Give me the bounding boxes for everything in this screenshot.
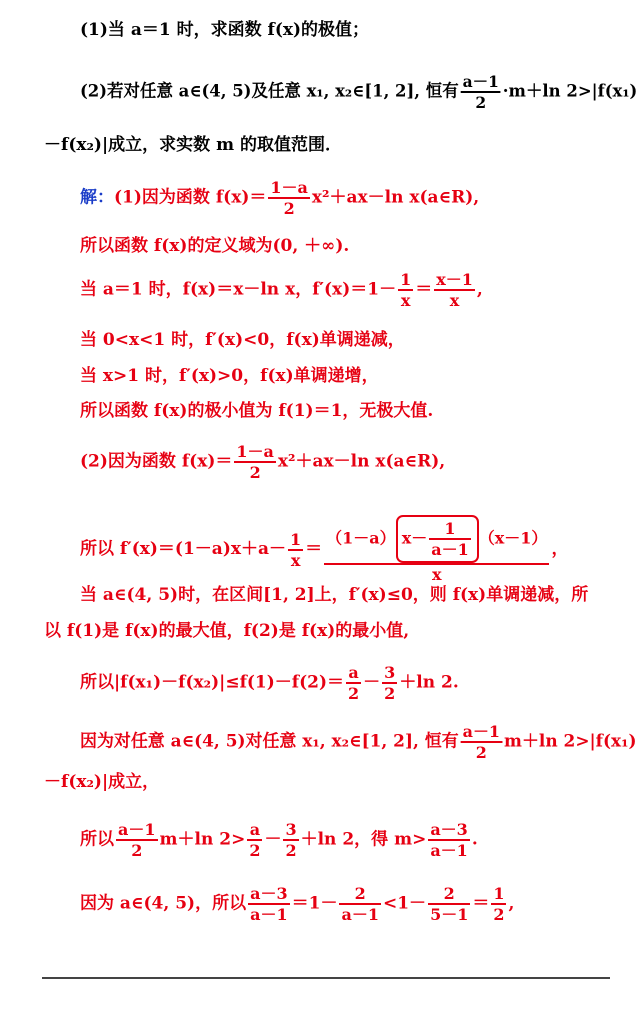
fraction: $\frac{1}{2}$ (493, 884, 505, 924)
text: m＋ln 2>|f(x₁) (504, 731, 637, 752)
solution-line-1 (80, 178, 479, 218)
text: , (476, 279, 483, 300)
fraction: $\frac{2}{5-1}$ (430, 884, 469, 924)
fraction: $\frac{1-a}{2}$ (236, 442, 274, 482)
text: 所以 f′(x)＝(1－a)x＋a－ (80, 539, 287, 559)
solution-line-11 (80, 663, 459, 703)
text: x²＋ax－ln x(a∈R), (277, 451, 446, 472)
text: 当 a＝1 时，f(x)＝x－ln x，f′(x)＝1－ (80, 279, 397, 300)
solution-line-2 (80, 234, 349, 258)
question-part-2-cont (44, 133, 342, 157)
text: (2)若对任意 a∈(4, 5)及任意 x₁, x₂∈[1, 2], 恒有 (80, 81, 459, 102)
text: － (264, 829, 282, 850)
text: m＋ln 2> (159, 829, 246, 850)
text: ＝ (472, 893, 490, 914)
solution-line-7 (80, 442, 445, 482)
text: 所以|f(x₁)－f(x₂)|≤f(1)－f(2)＝ (80, 672, 345, 693)
text: ·m＋ln 2>|f(x₁) (502, 81, 638, 102)
solution-line-12 (80, 722, 637, 762)
fraction: $\frac{2}{a-1}$ (341, 884, 379, 924)
text: ， (551, 539, 569, 559)
solution-line-4 (80, 328, 405, 352)
big-fraction: （1－a） x－ $\frac{1}{a-1}$ （x－1） x (324, 515, 549, 584)
text: (2)因为函数 f(x)＝ (80, 451, 233, 472)
fraction: $\frac{a}{2}$ (348, 663, 360, 703)
solution-line-5 (80, 364, 379, 388)
bracket-group: x－ $\frac{1}{a-1}$ (396, 515, 479, 563)
fraction: $\frac{a}{2}$ (249, 820, 261, 860)
solution-line-6 (80, 399, 433, 423)
solution-line-3 (80, 270, 483, 310)
text: , (508, 893, 515, 914)
fraction: $\frac{1-a}{2}$ (270, 178, 308, 218)
text: 当 0<x<1 时，f′(x)<0，f(x)单调递减， (80, 330, 405, 350)
fraction: $\frac{1}{x}$ (290, 529, 302, 570)
solution-line-10 (44, 619, 409, 643)
solution-label: 解： (80, 187, 114, 208)
text: (1)因为函数 f(x)＝ (114, 187, 267, 208)
fraction: $\frac{x-1}{x}$ (436, 270, 473, 310)
text: 当 x>1 时，f′(x)>0，f(x)单调递增， (80, 366, 379, 386)
text: 因为对任意 a∈(4, 5)对任意 x₁, x₂∈[1, 2], 恒有 (80, 731, 459, 752)
fraction: $\frac{3}{2}$ (384, 663, 396, 703)
text: －f(x₂)|成立，求实数 m 的取值范围． (44, 135, 342, 155)
fraction: $\frac{1}{x}$ (400, 270, 412, 310)
fraction: $\frac{a-1}{2}$ (118, 820, 156, 860)
text: (1)当 a＝1 时，求函数 f(x)的极值； (80, 20, 370, 40)
text: －f(x₂)|成立， (44, 772, 160, 792)
text: 所以函数 f(x)的定义域为(0, ＋∞). (80, 236, 350, 256)
fraction: $\frac{a-3}{a-1}$ (430, 820, 468, 860)
text: 当 a∈(4, 5)时，在区间[1, 2]上，f′(x)≤0，则 f(x)单调递减，所 (80, 585, 589, 605)
text: <1－ (382, 893, 427, 914)
solution-line-15 (80, 884, 514, 924)
fraction: $\frac{a-1}{2}$ (462, 722, 501, 762)
text: 以 f(1)是 f(x)的最大值，f(2)是 f(x)的最小值, (44, 621, 410, 641)
text: 所以函数 f(x)的极小值为 f(1)＝1，无极大值. (80, 401, 434, 421)
text: ＋ln 2. (399, 672, 459, 693)
fraction: $\frac{3}{2}$ (285, 820, 297, 860)
text: ＝1－ (291, 893, 338, 914)
solution-line-9 (80, 583, 588, 607)
fraction: $\frac{a-1}{2}$ (462, 72, 499, 112)
solution-line-13 (44, 770, 159, 794)
text: － (363, 672, 381, 693)
question-part-1 (80, 18, 369, 42)
text: . (471, 829, 478, 850)
footer-divider (42, 977, 610, 979)
text: x²＋ax－ln x(a∈R), (311, 187, 480, 208)
solution-line-8 (80, 515, 568, 584)
text: 所以 (80, 829, 114, 850)
text: ＝ (415, 279, 433, 300)
text: ＝ (305, 539, 323, 559)
solution-line-14 (80, 820, 478, 860)
fraction: $\frac{1}{a-1}$ (431, 519, 469, 559)
fraction: $\frac{a-3}{a-1}$ (250, 884, 288, 924)
text: ＋ln 2，得 m> (300, 829, 427, 850)
question-part-2 (80, 72, 637, 112)
text: 因为 a∈(4, 5)，所以 (80, 893, 247, 914)
